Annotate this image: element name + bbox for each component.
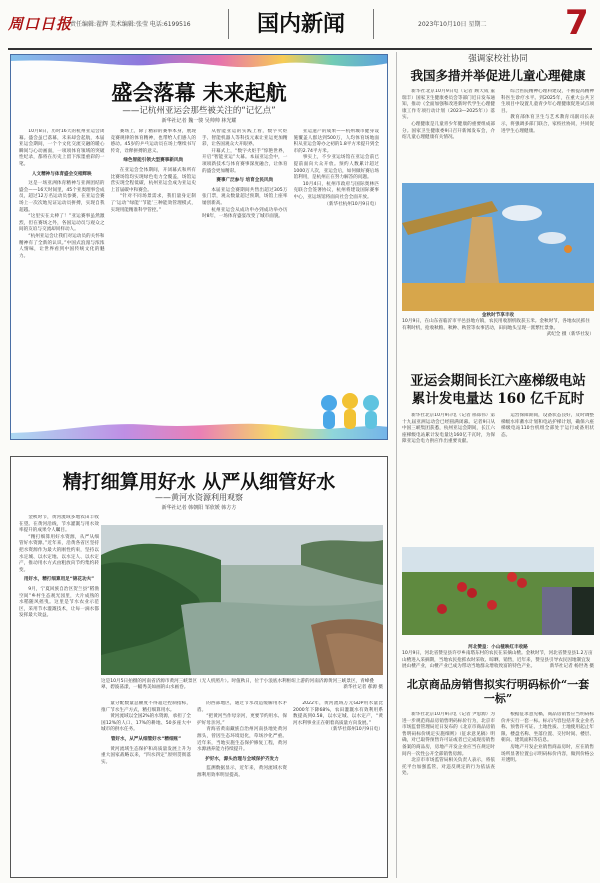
section-title: 国内新闻: [228, 9, 374, 39]
photo-credit: 武纪全 摄（新华社发）: [546, 332, 594, 338]
article-col-2: [501, 89, 594, 169]
paragraph: “杭州亚运会让我们对运动员的关怀和精神有了全新的认识。”中国式浪漫与浓浓人情味，让世界看到中国传统文化的魅力。: [19, 233, 105, 259]
decorative-wave-top: [11, 55, 388, 73]
article-title: 北京商品房销售拟实行明码标价“一套一标”: [406, 678, 590, 705]
article-child-mental-health: [402, 52, 594, 338]
paragraph: 10月4日，杭州市政府与国际奥林匹克联合会签署协议，杭州将建设国际赛事中心，亚运场馆将面向社会全面开放。: [293, 181, 379, 200]
paragraph: 在亚运会全体期间，开闭幕式和所有比赛场馆均实现绿色电力全覆盖，场馆运营实现全程低碳，杭州亚运会成为亚运史上首届碳中和赛会。: [110, 167, 196, 193]
article-beijing-housing: [402, 678, 594, 878]
article-col-2: [501, 712, 594, 883]
paragraph: 青海省黄南藏族自治州河南县地处黄河源头，曾因生态环境退化，草场沙化严重。近年来，当地实施生态保护修复工程，黄河水源涵养能力持续提升。: [197, 727, 287, 753]
paragraph: 的西部地区，通过节水改造缓解用水矛盾。: [197, 701, 287, 713]
article-hydropower: [402, 372, 594, 662]
paragraph: 10月8日，历时16天的杭州亚运会闭幕。盛会虽已落幕，未来却会起航，本届亚运会期间，一个个文化交流交融的暖心瞬间与心动画面，一项项体育领域的突破性纪录，都将在历史上留下浓墨重彩的一笔。: [19, 129, 105, 167]
paragraph: 心理健康是儿童青少年健康的重要组成部分。国家卫生健康委9日召开新闻发布会，介绍儿童心理健康有关情况。: [402, 121, 495, 141]
page-number: 7: [565, 3, 589, 43]
landscape-image: [101, 525, 383, 675]
section-heading: 绿色智能引领大型赛事新风尚: [123, 158, 184, 164]
article-a-subtitle: ——记杭州亚运会那些被关注的“记忆点”: [122, 106, 276, 116]
article-title-line-1: 亚运会期间长江六座梯级电站: [410, 373, 586, 389]
yellow-river-photo-caption: [101, 679, 383, 692]
section-heading: 人文精神与体育盛会交相辉映: [31, 171, 92, 177]
caption-text: 10月9日，在山东省临沂市平邑县地方镇，农民用收割机收获玉米。金秋时节，各地农民抓住有利时机，抢收秋粮、秋种、秋管等农事活动，田间地头呈现一派繁忙景象。: [402, 319, 590, 331]
article-title-line-2: 累计发电量达 160 亿千瓦时: [411, 391, 585, 407]
article-yellow-river: [10, 456, 388, 878]
article-asian-games: [10, 54, 388, 440]
paragraph: 这是一场亚洲体育精神与亚洲团结的盛会——16天时间里，45个亚奥理事会成员，超过12万名运动员参赛，在亚运会赛场上一次次地见证运动员拼搏，实现自我超越。: [19, 181, 105, 213]
caption-text: 10月9日，河北省赞皇县许亭乡南塔东村的农民在采摘山楂。金秋时节，河北省赞皇县1.2万亩山楂进入采摘期，当地农民抢抓农时采收、晾晒、销售，近年来，赞皇县引导农民因地制宜发展山楂产业，山楂产业已成为带动当地群众增收致富的特色产业。: [402, 651, 593, 670]
article-a-title: 盛会落幕 未来起航: [111, 80, 287, 105]
article-a-col-1: [19, 129, 105, 399]
article-body: [402, 89, 594, 169]
section-heading: 用好水，精打细算用足“锦花功夫”: [23, 577, 95, 583]
article-a-col-4: [294, 129, 380, 399]
paragraph: 房地产开发企业销售商品房时，应在销售场所显著位置公示明码标价内容，做到价格公开透明。: [501, 744, 594, 764]
yellow-river-photo: [101, 525, 383, 675]
paragraph: 从智能亚运的实践上看，数字火炬手、智能机器人等科技元素让亚运更加精彩，让各国观众大开眼界。: [202, 129, 288, 148]
paragraph: 运营保障期间，设备状态良好，及时调整梯级水库蓄水计划和电站护梯计划，确保六座梯级电站110台机组全部处于运行或备用状态。: [501, 413, 594, 438]
paragraph: 根据征求意见稿，商品房销售应当明码标价并实行一套一标。标示内容包括开发企业名称、预售许可证、土地性质、土地使用起止年限、楼盘名称、坐落位置、交付时间、楼层、朝向、建筑面积等信息。: [501, 712, 594, 744]
harvest-image: [402, 183, 594, 311]
article-b-col-1: [19, 515, 99, 875]
article-title: 我国多措并举促进儿童心理健康: [410, 68, 586, 83]
article-b-title: 精打细算用好水 从严从细管好水: [62, 471, 336, 493]
paragraph: 新华社北京10月9日电（记者 顾天成 董瑞丰）国家卫生健康委员会等部门近日发布通知，推动《全面加强和改进新时代学生心理健康工作专项行动计划（2023—2025年）》落实。: [402, 89, 495, 121]
issue-date: 2023年10月10日 星期二: [418, 21, 487, 28]
paragraph: 亚运遗产的成果——杭州城市健身设施覆盖人群达到500万，人均体育场地面积从亚运会筹办之初的1.8平方米提升到全市的2.74平方米。: [293, 129, 379, 154]
paragraph: 黄河流域生态保护和高质量发展上升为重大国家战略以来，“四水四定”原则贯彻落实。: [101, 746, 191, 765]
paragraph: “针对不同场景需求，我们量身定制了‘运动’‘绿能’‘节能’三种能效管理模式，实现用能精准科学管控。”: [110, 194, 196, 213]
article-a-col-3: [202, 129, 288, 399]
section-heading: 赛事广泛参与 培育全民风尚: [216, 178, 274, 184]
masthead: [0, 0, 600, 50]
article-a-body: [19, 129, 379, 399]
article-body: [402, 413, 594, 495]
paragraph: “把黄河当作母亲河，更要节约用水、保护好母亲河。”: [197, 714, 287, 726]
paragraph: 赛场上，除了精彩的赛事本身，展现竞赛规律的体育精神，也带给人们感人的感动。45岁的乒乓运动员在场上继续书写传奇，诠释拼搏的意义。: [110, 129, 196, 154]
photo-credit: 新华社记者 郝源 摄: [343, 685, 383, 691]
harvest-photo-title: 金秋时节享丰收: [481, 313, 515, 318]
paragraph: “精打细算用好水资源，从严从细管好水资源。”近年来，沿黄各省区坚持把水资源作为最大的刚性约束，坚持以水定城、以水定地、以水定人、以水定产，推动用水方式由粗放向节约集约转变。: [19, 534, 99, 573]
paragraph: 事实上，不少亚运场馆在亚运会前已提前面向大众开放。预约人数累计超过1000万人次，亚运会后，如何做好赛后场馆利用，是杭州正在努力解答的问题。: [293, 155, 379, 181]
article-col-1: [402, 712, 495, 883]
article-a-col-2: [111, 129, 197, 399]
newspaper-logo: 周口日报: [8, 15, 73, 33]
hawthorn-photo-caption: [402, 651, 594, 670]
article-kicker: 强调家校社协同: [468, 54, 528, 64]
paragraph: 综合医院精神心理科建设，不断提高精神科医生诊疗水平。到2025年，在重大公共卫生项目中设置儿童青少年心理健康促进试点项目。: [501, 89, 594, 114]
caption-text: 这是10月5日拍摄的河南省济源市黄河三峡景区（无人机照片）。时值秋日，位于小浪底水利枢纽上游的河南济源黄河三峡景区，青峰叠翠，碧波荡漾，一幅秀美如画的山水画卷。: [101, 679, 374, 691]
hawthorn-image: [402, 547, 594, 635]
article-col-2: [501, 413, 594, 495]
hawthorn-photo: [402, 547, 594, 635]
article-b-subtitle: ——黄河水资源利用观察: [155, 493, 243, 502]
article-col-1: [402, 413, 495, 495]
paragraph: 黄河流域以全国2%的水资源，承担了全国12%的人口、17%的耕地、50多座大中城市的供水任务。: [101, 714, 191, 733]
paragraph: 开幕式上，“数字火炬手”惊艳世界，开启“智能亚运”大幕。本届亚运会中，一项项新技术与体育赛事深度融合，让体育的盛会更加精彩。: [202, 148, 288, 174]
article-b-byline: 新华社记者 韩朝阳 邹欣媛 韩方方: [161, 505, 237, 511]
paragraph: 教育部体育卫生与艺术教育司副司长表示，将强调多部门联合，家校社协同，共同促进学生心理健康。: [501, 115, 594, 134]
harvest-photo: [402, 183, 594, 311]
article-b-col-3: [197, 701, 287, 873]
article-body: [402, 712, 594, 883]
hawthorn-caption-block: [402, 645, 594, 671]
paragraph: 监测数据显示，近年来，黄河流域水资源利用效率明显提高。: [197, 766, 287, 778]
paragraph: 9月，宁夏回族自治区贺兰县“稻渔空间”乡村生态观光园里，大片成熟的水稻随风摇曳。这里是节水农业示范区，采用节水灌溉技术，让每一滴水都发挥最大效益。: [19, 586, 99, 619]
dateline: （新华社杭州10月9日电）: [324, 201, 379, 207]
harvest-photo-caption: [402, 319, 594, 338]
paragraph: 新华社北京10月9日电（记者 邢郑伟）第十九届亚洲运动会已经圆满闭幕。记者9日从中国三峡集团获悉，杭州亚运会期间，长江六座梯级电站累计发电量达160亿千瓦时，为保障亚运会电力供应作出重要贡献。: [402, 413, 495, 445]
article-a-byline: 新华社记者 魏一骏 吴帅帅 林光耀: [161, 118, 237, 124]
article-b-body: [101, 701, 383, 873]
paragraph: 本届亚运会赛期间共售出超过305万张门票，观众数量超过预期，场馆上座率屡创新高。: [202, 187, 288, 206]
paragraph: 2022年，黄河流域万元GDP用水量比2000年下降68%，农田灌溉水有效利用系数提高到0.58，以水定城、以水定产，“黄河水利事业正在朝着高质量方向发展。”: [293, 701, 383, 726]
article-col-1: [402, 89, 495, 169]
paragraph: 北京市市场监管局相关负责人表示，将依托平台加强监管，对违反规定的行为依法查处。: [402, 758, 495, 777]
header-rule: [8, 48, 592, 50]
paragraph: “这里实在太棒了！”亚运赛事虽然激烈，但在赛场之外，各国运动员与观众之间的友谊与交流却同样动人。: [19, 214, 105, 233]
paragraph: 新华社北京10月9日电（记者 尹思源）为进一步规范商品房销售明码标价行为，北京市市场监督管理局近日发布的《北京市商品房销售明码标价规定实施细则》（征求意见稿）明确，对已取得预售许可证或者已完成现房销售备案的商品房，房地产开发企业应当在规定时间内一次性公开全部销售房源。: [402, 712, 495, 757]
column-divider: [396, 52, 397, 878]
hawthorn-photo-title: 河北赞皇：小山楂映红丰收路: [468, 645, 528, 650]
dateline: （新华社郑州10月9日电）: [328, 727, 383, 733]
mascot-illustration: [319, 389, 381, 433]
article-b-col-2: [101, 701, 191, 873]
editor-credits: 责任编辑:翟辉 美术编辑:张莹 电话:6199516: [70, 21, 191, 28]
paragraph: 金秋时节，黄河流域多地农田丰收在望。在黄河沿线，节水灌溉与用水效率提升的成果令人瞩目。: [19, 515, 99, 534]
section-heading: 管好水，从严从细管好水“精细账”: [110, 736, 182, 742]
paragraph: 杭州亚运会从成功申办到成功举办历时8年，一场体育盛宴改变了城市面貌。: [202, 207, 288, 220]
section-heading: 护好水，源头治理与全域保护齐发力: [205, 756, 279, 762]
paragraph: 量分配数量总额度不得超过控制指标，推广节水生产方式，精打细算用水。: [101, 701, 191, 713]
photo-credit: 新华社记者 杨世尧 摄: [549, 664, 594, 670]
article-b-col-4: [293, 701, 383, 873]
